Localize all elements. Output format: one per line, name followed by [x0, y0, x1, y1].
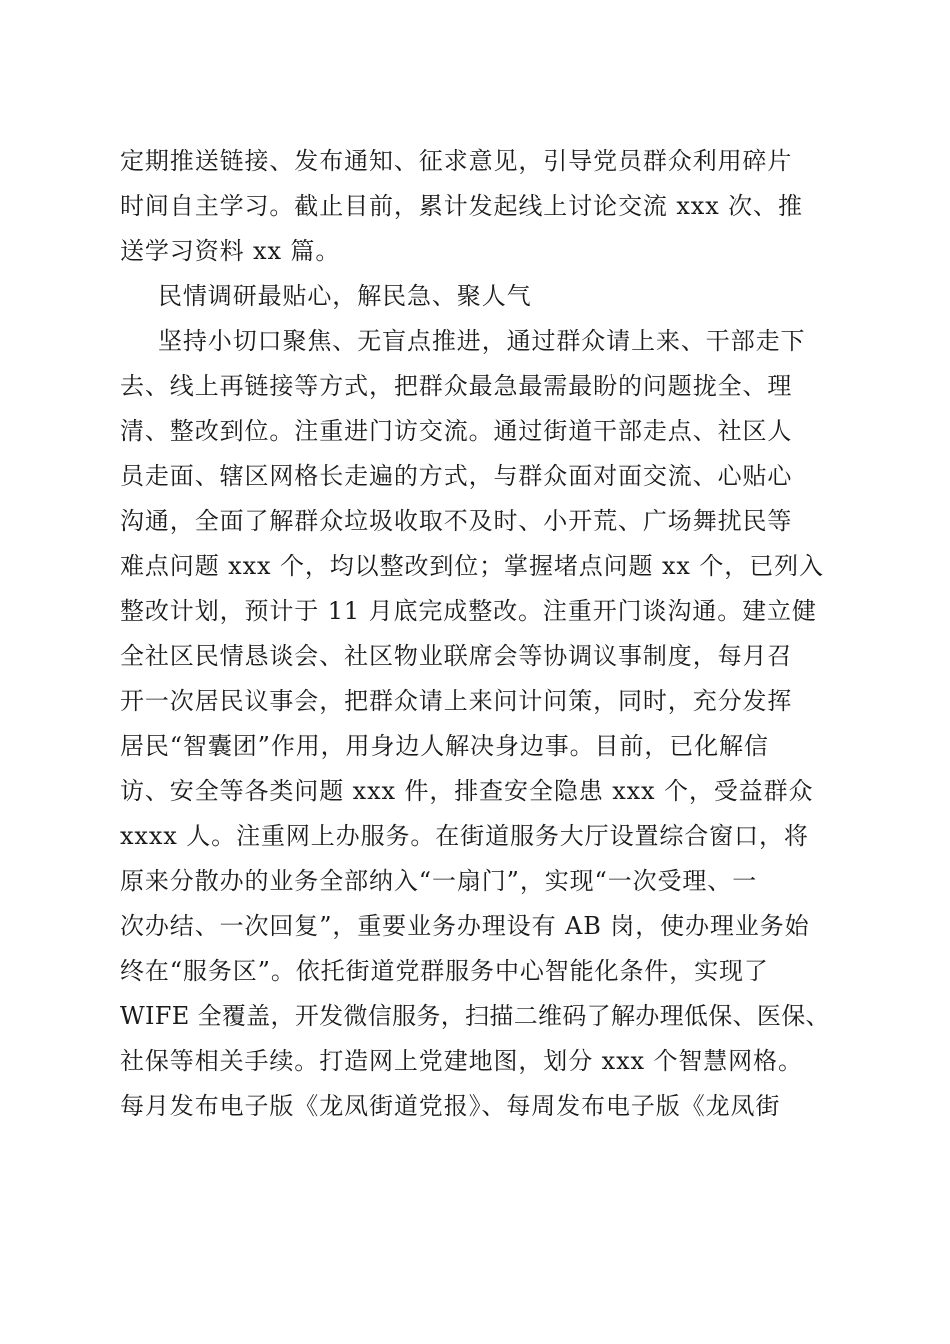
paragraph-2-line: 社保等相关手续。打造网上党建地图，划分 xxx 个智慧网格。	[120, 1047, 803, 1075]
paragraph-2-line: xxxx 人。注重网上办服务。在街道服务大厅设置综合窗口，将	[120, 822, 809, 850]
paragraph-2-line: 员走面、辖区网格长走遍的方式，与群众面对面交流、心贴心	[120, 462, 793, 490]
paragraph-2-line: 沟通，全面了解群众垃圾收取不及时、小开荒、广场舞扰民等	[120, 507, 793, 535]
paragraph-2-line: 终在“服务区”。依托街道党群服务中心智能化条件，实现了	[120, 957, 769, 985]
paragraph-1-line: 送学习资料 xx 篇。	[120, 237, 341, 265]
paragraph-2-line: WIFE 全覆盖，开发微信服务，扫描二维码了解办理低保、医保、	[120, 1002, 830, 1030]
paragraph-2-line: 坚持小切口聚焦、无盲点推进，通过群众请上来、干部走下	[158, 327, 806, 355]
paragraph-2-line: 清、整改到位。注重进门访交流。通过街道干部走点、社区人	[120, 417, 793, 445]
paragraph-2-line: 全社区民情恳谈会、社区物业联席会等协调议事制度，每月召	[120, 642, 793, 670]
paragraph-1-line: 定期推送链接、发布通知、征求意见，引导党员群众利用碎片	[120, 147, 793, 175]
paragraph-2-line: 原来分散办的业务全部纳入“一扇门”，实现“一次受理、一	[120, 867, 758, 895]
paragraph-1-line: 时间自主学习。截止目前，累计发起线上讨论交流 xxx 次、推	[120, 192, 803, 220]
paragraph-2-line: 次办结、一次回复”，重要业务办理设有 AB 岗，使办理业务始	[120, 912, 810, 940]
paragraph-2-line: 整改计划，预计于 11 月底完成整改。注重开门谈沟通。建立健	[120, 597, 817, 625]
section-heading: 民情调研最贴心，解民急、聚人气	[158, 282, 532, 310]
paragraph-2-line: 难点问题 xxx 个，均以整改到位；掌握堵点问题 xx 个，已列入	[120, 552, 824, 580]
paragraph-2-line: 去、线上再链接等方式，把群众最急最需最盼的问题拢全、理	[120, 372, 793, 400]
paragraph-2-line: 居民“智囊团”作用，用身边人解决身边事。目前，已化解信	[120, 732, 769, 760]
paragraph-2-line: 开一次居民议事会，把群众请上来问计问策，同时，充分发挥	[120, 687, 793, 715]
paragraph-2-line: 访、安全等各类问题 xxx 件，排查安全隐患 xxx 个，受益群众	[120, 777, 814, 805]
paragraph-2-line: 每月发布电子版《龙凤街道党报》、每周发布电子版《龙凤街	[120, 1092, 781, 1120]
